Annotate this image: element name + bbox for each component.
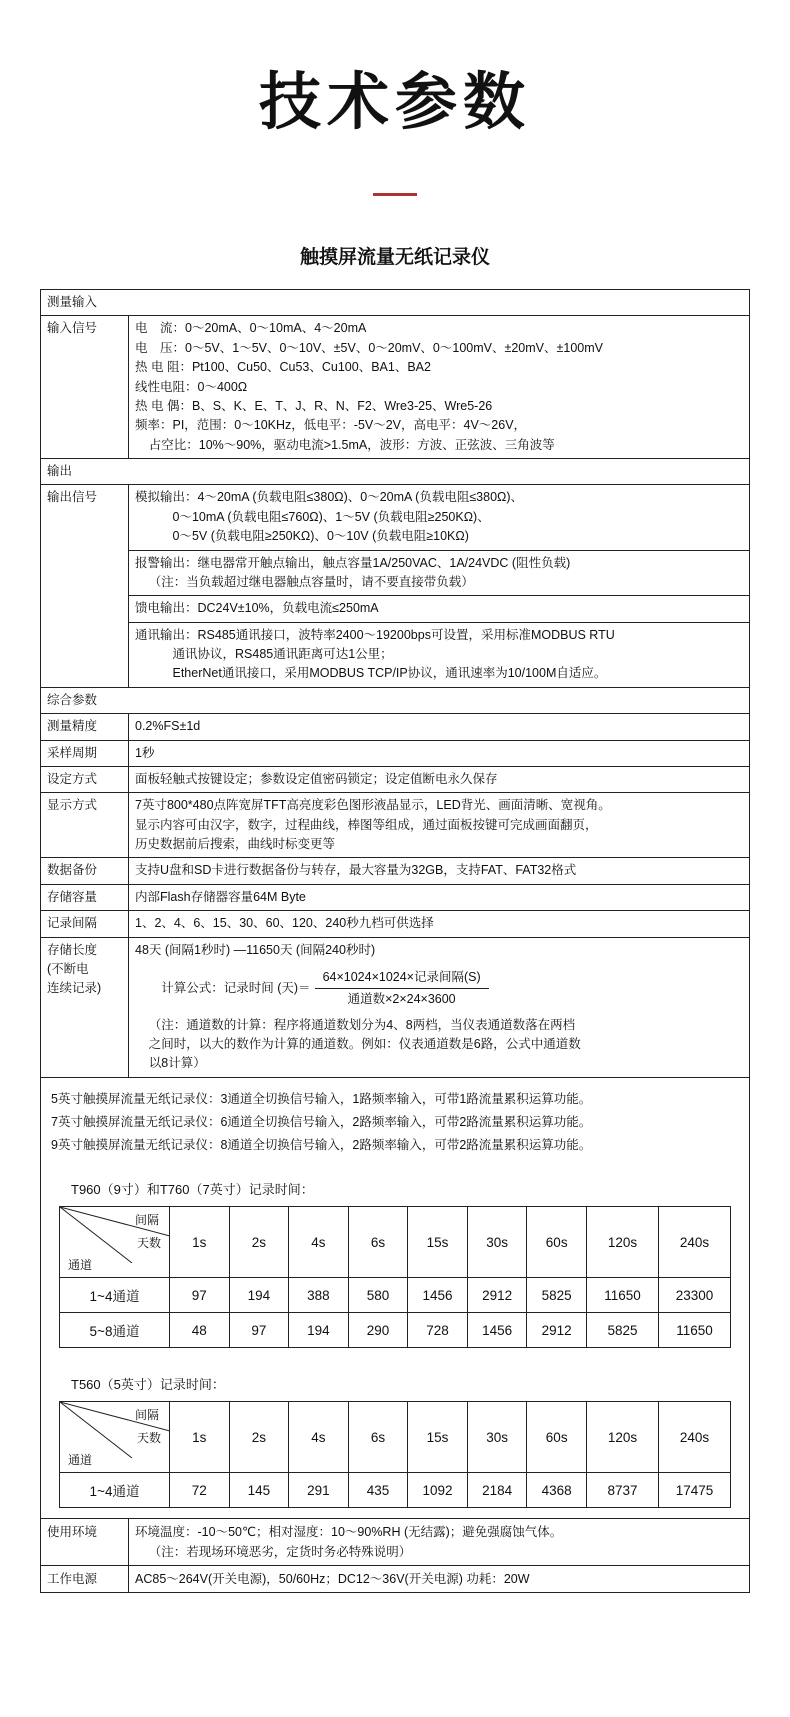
model-line: 9英寸触摸屏流量无纸记录仪：8通道全切换信号输入，2路频率输入，可带2路流量累积运算功能。 [51, 1138, 592, 1152]
interval-header: 15s [408, 1207, 468, 1278]
section-output: 输出 [41, 459, 750, 485]
interval-header: 120s [587, 1402, 659, 1473]
cell-value: 2912 [527, 1313, 587, 1348]
display-line: 显示内容可由汉字，数字，过程曲线，棒图等组成，通过面板按键可完成画面翻页， [135, 817, 598, 832]
table-header-row [60, 1402, 731, 1473]
cell-value: 5825 [527, 1278, 587, 1313]
env-line: 环境温度：-10～50℃；相对湿度：10～90%RH (无结露)；避免强腐蚀气体。 [135, 1525, 563, 1540]
record-table-1-wrap [40, 1163, 750, 1358]
corner-days-label: 天数 [136, 1236, 161, 1251]
row-label-output-signal: 输出信号 [41, 485, 129, 687]
interval-header: 1s [170, 1402, 230, 1473]
storage-note-line: （注：通道数的计算：程序将通道数划分为4、8两档，当仪表通道数落在两档 [148, 1017, 576, 1032]
record-table-1-caption: T960（9寸）和T760（7英寸）记录时间： [71, 1182, 314, 1198]
input-line: 电 流：0～20mA、0～10mA、4～20mA [135, 321, 367, 336]
interval-header: 1s [170, 1207, 230, 1278]
cell-value: 5825 [587, 1313, 659, 1348]
interval-header: 6s [348, 1402, 408, 1473]
row-value-interval: 1、2、4、6、15、30、60、120、240秒九档可供选择 [129, 911, 750, 937]
section-general: 综合参数 [41, 687, 750, 713]
formula-fraction [315, 968, 489, 1010]
corner-channel-label: 通道 [68, 1453, 93, 1468]
row-head-channel: 1~4通道 [60, 1278, 170, 1313]
table-row [41, 687, 750, 713]
interval-header: 4s [289, 1207, 349, 1278]
cell-value: 97 [170, 1278, 230, 1313]
corner-interval-label: 间隔 [134, 1213, 159, 1228]
table-row [41, 485, 750, 550]
row-label-display: 显示方式 [41, 793, 129, 858]
cell-value: 1456 [467, 1313, 527, 1348]
interval-header: 15s [408, 1402, 468, 1473]
title-divider [373, 193, 417, 196]
model-list [40, 1078, 750, 1163]
interval-header: 4s [289, 1402, 349, 1473]
cell-value: 4368 [527, 1473, 587, 1508]
record-table-2-wrap [40, 1358, 750, 1518]
row-value-accuracy: 0.2%FS±1d [129, 714, 750, 740]
input-line: 热 电 阻：Pt100、Cu50、Cu53、Cu100、BA1、BA2 [135, 360, 431, 375]
corner-interval-label: 间隔 [134, 1408, 159, 1423]
model-line: 7英寸触摸屏流量无纸记录仪：6通道全切换信号输入，2路频率输入，可带2路流量累积运算功能。 [51, 1114, 592, 1129]
cell-value: 388 [289, 1278, 349, 1313]
table-corner-cell [60, 1207, 170, 1278]
table-row [41, 884, 750, 910]
record-table-2 [59, 1401, 731, 1508]
table-row [41, 911, 750, 937]
storage-note-line: 之间时，以大的数作为计算的通道数。例如：仪表通道数是6路，公式中通道数 [148, 1037, 581, 1051]
cell-value: 48 [170, 1313, 230, 1348]
table-row [41, 622, 750, 687]
row-label-accuracy: 测量精度 [41, 714, 129, 740]
interval-header: 60s [527, 1402, 587, 1473]
row-value-input-signal [129, 316, 750, 459]
row-label-setting: 设定方式 [41, 766, 129, 792]
interval-header: 120s [587, 1207, 659, 1278]
record-table-2-caption: T560（5英寸）记录时间： [71, 1377, 225, 1393]
input-line: 频率：PI，范围：0～10KHz，低电平：-5V～2V，高电平：4V～26V， [135, 418, 527, 433]
corner-channel-label: 通道 [68, 1258, 93, 1273]
row-label-storage-length [41, 937, 129, 1077]
row-label-input-signal: 输入信号 [41, 316, 129, 459]
input-line: 电 压：0～5V、1～5V、0～10V、±5V、0～20mV、0～100mV、±20mV、±100mV [135, 340, 603, 355]
row-head-channel: 1~4通道 [60, 1473, 170, 1508]
row-label-sampling: 采样周期 [41, 740, 129, 766]
storage-label-line: (不断电 [47, 961, 89, 976]
cell-value: 291 [289, 1473, 349, 1508]
corner-days-label: 天数 [136, 1431, 161, 1446]
table-row [41, 459, 750, 485]
cell-value: 2912 [467, 1278, 527, 1313]
row-value-backup: 支持U盘和SD卡进行数据备份与转存，最大容量为32GB，支持FAT、FAT32格式 [129, 858, 750, 884]
storage-formula [135, 968, 743, 1010]
formula-numerator: 64×1024×1024×记录间隔(S) [315, 968, 489, 989]
output-line: 通讯输出：RS485通讯接口，波特率2400～19200bps可设置，采用标准MODBUS RTU [135, 627, 615, 642]
output-line: EtherNet通讯接口，采用MODBUS TCP/IP协议，通讯速率为10/100M自适应。 [172, 666, 607, 681]
table-row [41, 290, 750, 316]
row-label-power: 工作电源 [41, 1566, 129, 1593]
interval-header: 2s [229, 1402, 289, 1473]
table-row [41, 596, 750, 622]
input-line: 占空比：10%～90%，驱动电流>1.5mA，波形：方波、正弦波、三角波等 [148, 437, 555, 452]
cell-value: 435 [348, 1473, 408, 1508]
row-value-capacity: 内部Flash存储器容量64M Byte [129, 884, 750, 910]
display-line: 7英寸800*480点阵宽屏TFT高亮度彩色图形液晶显示，LED背光、画面清晰、宽视角。 [135, 798, 611, 813]
storage-label-line: 连续记录) [47, 981, 102, 996]
cell-value: 23300 [659, 1278, 731, 1313]
row-value-display [129, 793, 750, 858]
section-measure-input: 测量输入 [41, 290, 750, 316]
table-row [60, 1473, 731, 1508]
row-value-environment [129, 1519, 750, 1566]
row-value-output-analog [129, 485, 750, 550]
output-line: 0～10mA (负载电阻≤760Ω)、1～5V (负载电阻≥250KΩ)、 [172, 509, 490, 524]
table-corner-cell [60, 1402, 170, 1473]
cell-value: 194 [229, 1278, 289, 1313]
table-row [41, 858, 750, 884]
table-row [41, 550, 750, 596]
interval-header: 240s [659, 1207, 731, 1278]
display-line: 历史数据前后搜索，曲线时标变更等 [135, 837, 336, 851]
output-line: 报警输出：继电器常开触点输出，触点容量1A/250VAC、1A/24VDC (阻性负载) [135, 555, 571, 570]
input-line: 线性电阻：0～400Ω [135, 379, 248, 394]
output-line: 通讯协议，RS485通讯距离可达1公里； [172, 647, 393, 661]
record-table-1 [59, 1206, 731, 1348]
table-row [41, 1519, 750, 1566]
cell-value: 72 [170, 1473, 230, 1508]
cell-value: 11650 [587, 1278, 659, 1313]
table-row [60, 1313, 731, 1348]
formula-denominator: 通道数×2×24×3600 [347, 992, 456, 1007]
output-line: 0～5V (负载电阻≥250KΩ)、0～10V (负载电阻≥10KΩ) [172, 529, 469, 544]
storage-range: 48天 (间隔1秒时) —11650天 (间隔240秒时) [135, 942, 376, 957]
row-value-sampling: 1秒 [129, 740, 750, 766]
output-line: 模拟输出：4～20mA (负载电阻≤380Ω)、0～20mA (负载电阻≤380Ω)、 [135, 490, 524, 505]
cell-value: 11650 [659, 1313, 731, 1348]
interval-header: 6s [348, 1207, 408, 1278]
table-row [41, 316, 750, 459]
table-row [41, 740, 750, 766]
storage-note-line: 以8计算） [148, 1056, 206, 1071]
row-label-capacity: 存储容量 [41, 884, 129, 910]
cell-value: 1092 [408, 1473, 468, 1508]
cell-value: 17475 [659, 1473, 731, 1508]
footer-table [40, 1518, 750, 1593]
table-row [41, 937, 750, 1077]
spec-table [40, 289, 750, 1078]
formula-lead: 计算公式：记录时间 (天)＝ [161, 981, 311, 996]
output-line: （注：当负载超过继电器触点容量时，请不要直接带负载） [148, 574, 474, 589]
cell-value: 8737 [587, 1473, 659, 1508]
table-row [41, 766, 750, 792]
page-title: 技术参数 [258, 65, 531, 138]
row-value-output-comm [129, 622, 750, 687]
table-row [41, 714, 750, 740]
cell-value: 290 [348, 1313, 408, 1348]
interval-header: 60s [527, 1207, 587, 1278]
cell-value: 2184 [467, 1473, 527, 1508]
interval-header: 2s [229, 1207, 289, 1278]
table-row [60, 1278, 731, 1313]
table-header-row [60, 1207, 731, 1278]
cell-value: 145 [229, 1473, 289, 1508]
table-row [41, 793, 750, 858]
row-label-backup: 数据备份 [41, 858, 129, 884]
row-value-power: AC85～264V(开关电源)，50/60Hz；DC12～36V(开关电源) 功耗：20W [129, 1566, 750, 1593]
env-line: （注：若现场环境恶劣，定货时务必特殊说明） [148, 1545, 412, 1560]
cell-value: 580 [348, 1278, 408, 1313]
page-subtitle: 触摸屏流量无纸记录仪 [299, 247, 490, 268]
interval-header: 30s [467, 1207, 527, 1278]
row-head-channel: 5~8通道 [60, 1313, 170, 1348]
cell-value: 728 [408, 1313, 468, 1348]
row-value-setting: 面板轻触式按键设定；参数设定值密码锁定；设定值断电永久保存 [129, 766, 750, 792]
model-line: 5英寸触摸屏流量无纸记录仪：3通道全切换信号输入，1路频率输入，可带1路流量累积运算功能。 [51, 1091, 592, 1106]
row-value-output-alarm [129, 550, 750, 596]
cell-value: 194 [289, 1313, 349, 1348]
row-value-output-power: 馈电输出：DC24V±10%，负载电流≤250mA [129, 596, 750, 622]
row-label-environment: 使用环境 [41, 1519, 129, 1566]
cell-value: 1456 [408, 1278, 468, 1313]
storage-label-line: 存储长度 [47, 942, 98, 957]
table-row [41, 1566, 750, 1593]
row-label-interval: 记录间隔 [41, 911, 129, 937]
input-line: 热 电 偶：B、S、K、E、T、J、R、N、F2、Wre3-25、Wre5-26 [135, 398, 493, 413]
interval-header: 30s [467, 1402, 527, 1473]
cell-value: 97 [229, 1313, 289, 1348]
row-value-storage-length [129, 937, 750, 1077]
interval-header: 240s [659, 1402, 731, 1473]
